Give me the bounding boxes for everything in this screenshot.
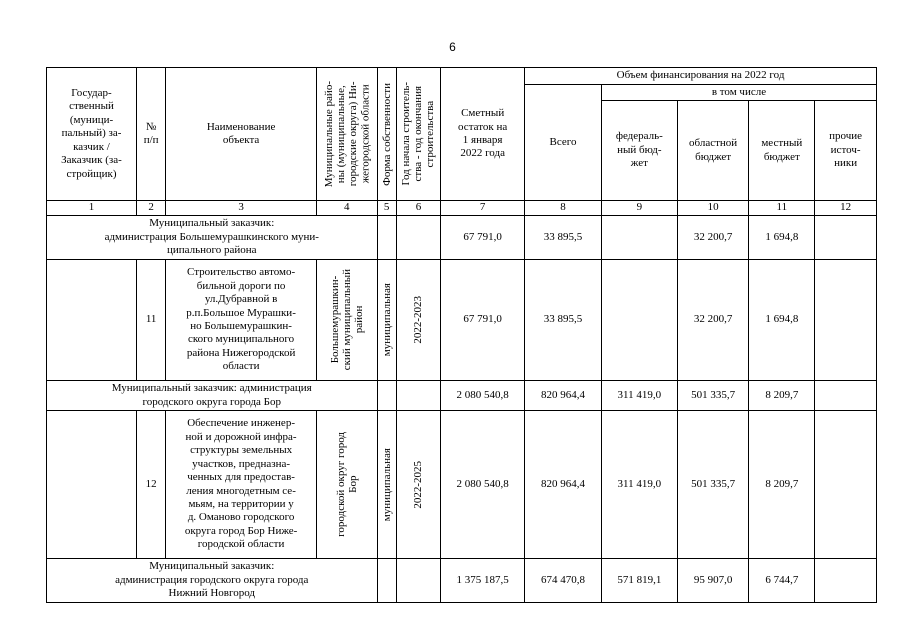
section-row xyxy=(47,216,877,260)
section-federal xyxy=(601,216,677,260)
item-federal: 311 419,0 xyxy=(601,411,677,559)
item-estimate: 67 791,0 xyxy=(441,260,525,381)
section-federal: 571 819,1 xyxy=(601,559,677,603)
item-estimate: 2 080 540,8 xyxy=(441,411,525,559)
col-number: 1 xyxy=(47,201,137,216)
col-number: 10 xyxy=(677,201,749,216)
section-row xyxy=(47,559,877,603)
section-estimate: 67 791,0 xyxy=(441,216,525,260)
header-num: № п/п xyxy=(136,68,165,201)
item-number: 11 xyxy=(136,260,165,381)
col-number: 3 xyxy=(166,201,317,216)
item-ownership-text: муниципальная xyxy=(380,283,393,357)
header-estimate: Сметный остаток на 1 января 2022 года xyxy=(441,68,525,201)
section-local: 8 209,7 xyxy=(749,381,815,411)
col-number: 7 xyxy=(441,201,525,216)
item-ownership xyxy=(377,260,396,381)
section-other xyxy=(815,559,877,603)
section-regional: 95 907,0 xyxy=(677,559,749,603)
section-local: 6 744,7 xyxy=(749,559,815,603)
header-districts xyxy=(316,68,377,201)
section-estimate: 2 080 540,8 xyxy=(441,381,525,411)
header-including: в том числе xyxy=(601,85,876,101)
item-name: Обеспечение инженер- ной и дорожной инфра- структуры земельных участков, предназна- ченных для предостав- ления многодетным се- мьям, на территории у д. Оманово городского округа город Бор Ниже- городской области xyxy=(166,411,317,559)
page-number: 6 xyxy=(449,40,456,54)
section-regional: 501 335,7 xyxy=(677,381,749,411)
header-local: местный бюджет xyxy=(749,101,815,201)
item-ownership-text: муниципальная xyxy=(380,447,393,522)
item-total: 820 964,4 xyxy=(525,411,602,559)
header-total: Всего xyxy=(525,85,602,201)
item-district xyxy=(316,411,377,559)
item-ownership xyxy=(377,411,396,559)
section-total: 674 470,8 xyxy=(525,559,602,603)
item-name: Строительство автомо- бильной дороги по ул.Дубравной в р.п.Большое Мурашки- но Большемурашкин- ского муниципального района Нижегородской области xyxy=(166,260,317,381)
section-local: 1 694,8 xyxy=(749,216,815,260)
financing-table xyxy=(46,67,877,603)
col-number: 9 xyxy=(601,201,677,216)
section-customer: Муниципальный заказчик: администрация городского округа города Бор xyxy=(47,381,378,411)
col-number: 11 xyxy=(749,201,815,216)
header-years xyxy=(396,68,440,201)
section-regional: 32 200,7 xyxy=(677,216,749,260)
item-district-text: Большемурашкин- ский муниципальный район xyxy=(328,269,365,371)
section-customer: Муниципальный заказчик: администрация городского округа города Нижний Новгород xyxy=(47,559,378,603)
col-number: 12 xyxy=(815,201,877,216)
item-local: 8 209,7 xyxy=(749,411,815,559)
item-row xyxy=(47,411,877,559)
item-total: 33 895,5 xyxy=(525,260,602,381)
header-federal: федераль- ный бюд- жет xyxy=(601,101,677,201)
section-total: 820 964,4 xyxy=(525,381,602,411)
item-years xyxy=(396,411,440,559)
col-number: 6 xyxy=(396,201,440,216)
section-total: 33 895,5 xyxy=(525,216,602,260)
section-other xyxy=(815,381,877,411)
header-object-name: Наименование объекта xyxy=(166,68,317,201)
section-row xyxy=(47,381,877,411)
section-customer: Муниципальный заказчик: администрация Большемурашкинского муни- ципального района xyxy=(47,216,378,260)
header-row-1 xyxy=(47,68,877,85)
header-ownership xyxy=(377,68,396,201)
item-district xyxy=(316,260,377,381)
col-number: 2 xyxy=(136,201,165,216)
item-federal xyxy=(601,260,677,381)
item-district-text: городской округ город Бор xyxy=(334,432,359,537)
item-row xyxy=(47,260,877,381)
item-number: 12 xyxy=(136,411,165,559)
section-estimate: 1 375 187,5 xyxy=(441,559,525,603)
item-years-text: 2022-2023 xyxy=(412,296,425,344)
header-years-text: Год начала строитель- ства - год окончания строительства xyxy=(400,82,437,186)
item-years xyxy=(396,260,440,381)
item-regional: 32 200,7 xyxy=(677,260,749,381)
header-customer: Государ- ственный (муници- пальный) за- казчик / Заказчик (за- стройщик) xyxy=(47,68,137,201)
item-regional: 501 335,7 xyxy=(677,411,749,559)
section-federal: 311 419,0 xyxy=(601,381,677,411)
section-other xyxy=(815,216,877,260)
header-districts-text: Муниципальные райо- ны (муниципальные, городские округа) Ни- жегородской области xyxy=(322,80,371,188)
col-number: 8 xyxy=(525,201,602,216)
item-local: 1 694,8 xyxy=(749,260,815,381)
column-numbers-row xyxy=(47,201,877,216)
item-other xyxy=(815,411,877,559)
header-ownership-text: Форма собственности xyxy=(380,82,393,186)
item-years-text: 2022-2025 xyxy=(412,460,425,509)
col-number: 5 xyxy=(377,201,396,216)
header-financing: Объем финансирования на 2022 год xyxy=(525,68,877,85)
item-other xyxy=(815,260,877,381)
col-number: 4 xyxy=(316,201,377,216)
header-other: прочие источ- ники xyxy=(815,101,877,201)
header-regional: областной бюджет xyxy=(677,101,749,201)
